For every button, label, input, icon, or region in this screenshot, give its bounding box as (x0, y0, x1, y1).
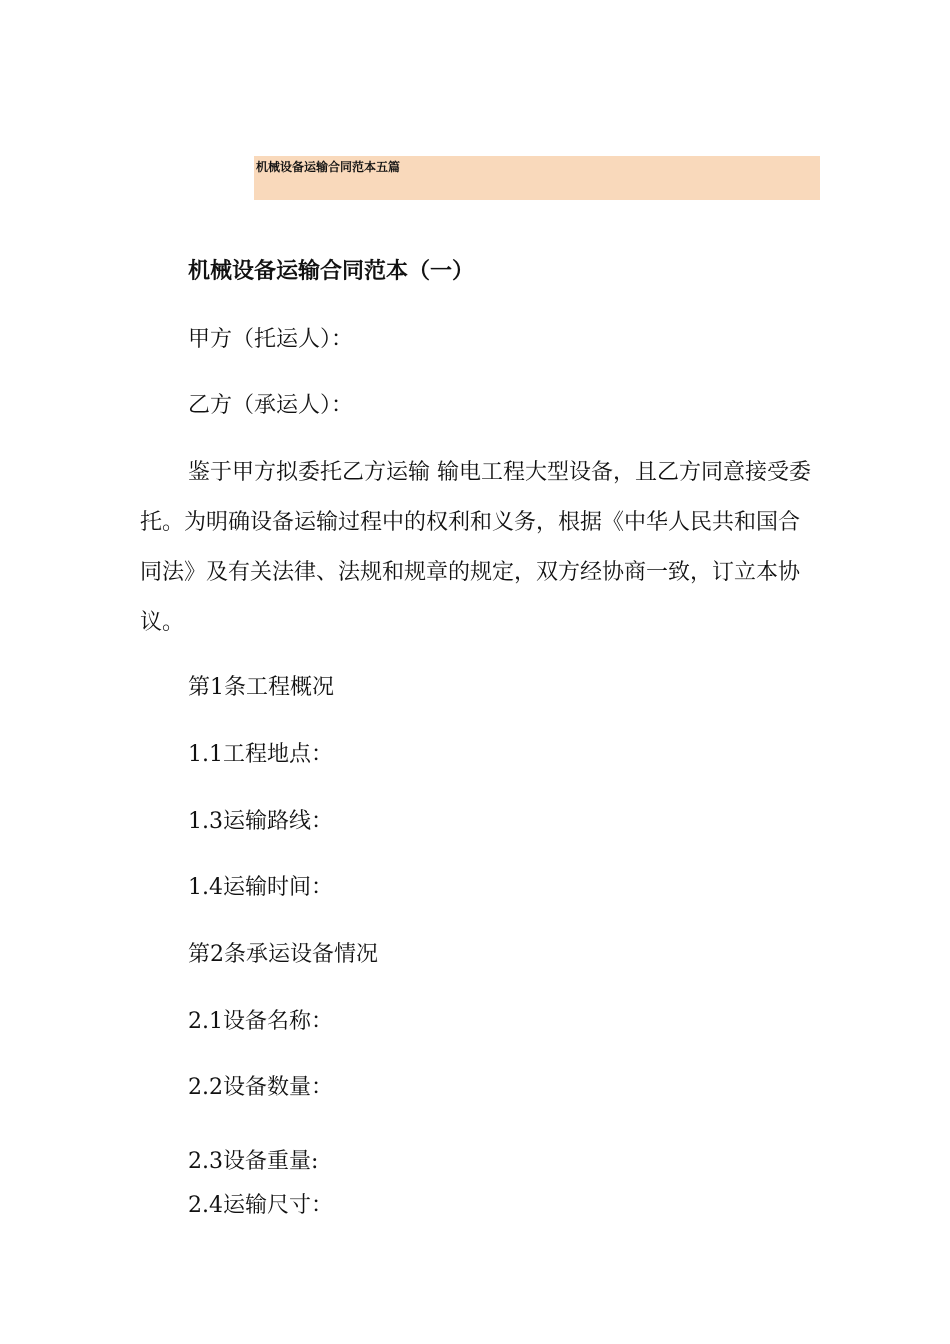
item-2-4: 2.4运输尺寸： (188, 1193, 333, 1218)
item-2-2: 2.2设备数量： (188, 1075, 333, 1100)
item-1-4: 1.4运输时间： (188, 875, 333, 900)
item-1-3: 1.3运输路线： (188, 809, 333, 834)
item-2-1: 2.1设备名称： (188, 1009, 333, 1034)
document-header-band (254, 156, 820, 200)
article-2-heading: 第2条承运设备情况 (188, 942, 378, 967)
item-2-3: 2.3设备重量: (188, 1149, 319, 1174)
section-title: 机械设备运输合同范本（一） (188, 259, 475, 284)
party-a-label: 甲方（托运人）： (188, 327, 354, 352)
item-1-1: 1.1工程地点： (188, 742, 333, 767)
intro-paragraph: 鉴于甲方拟委托乙方运输 输电工程大型设备，且乙方同意接受委托。为明确设备运输过程中的权利和义务，根据《中华人民共和国合同法》及有关法律、法规和规章的规定，双方经协商一致，订立本协议。 (140, 460, 811, 635)
article-1-heading: 第1条工程概况 (188, 675, 334, 700)
document-header-title: 机械设备运输合同范本五篇 (256, 160, 401, 174)
party-b-label: 乙方（承运人）： (188, 393, 354, 418)
